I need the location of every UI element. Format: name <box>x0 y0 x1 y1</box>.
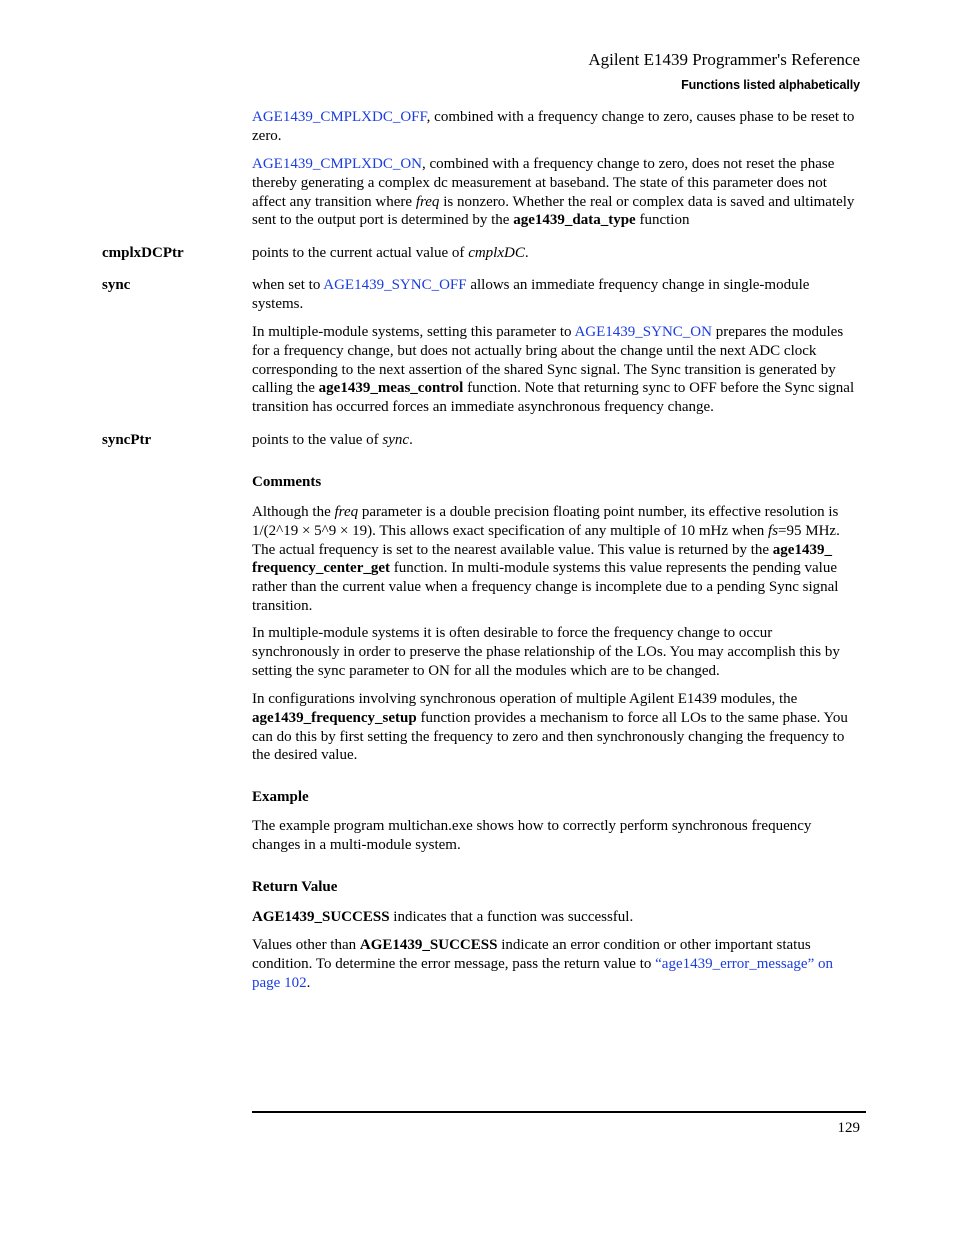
freq-var: freq <box>334 504 359 520</box>
page-header-subtitle: Functions listed alphabetically <box>681 78 860 92</box>
return-value-paragraph-1 <box>252 908 862 927</box>
comments-paragraph-2 <box>252 624 862 680</box>
text-run: function <box>635 212 690 229</box>
text-run: function provides a mechanism to force all LOs to the same phase. You can do this by first setting the frequency to zero and then synchronously changing the frequency to the desired value. <box>252 709 848 764</box>
sync-description-2 <box>252 323 862 417</box>
text-run: points to the current actual value of <box>252 245 469 261</box>
text-run: parameter is a double precision floating point number, its effective resolution is 1/(2^19 × 5^9 × 19). This allows exact specification of any multiple of 10 mHz when <box>252 504 839 539</box>
return-value-paragraph-2 <box>252 936 862 992</box>
syncptr-description <box>252 431 862 450</box>
text-run: indicates that a function was successful. <box>389 909 634 925</box>
param-term-cmplxdcptr: cmplxDCPtr <box>102 245 184 261</box>
sync-description-1 <box>252 276 862 314</box>
text-run: points to the value of <box>252 432 383 448</box>
text-run: In configurations involving synchronous operation of multiple Agilent E1439 modules, the <box>252 691 798 707</box>
fs-var: fs <box>768 522 779 539</box>
comments-paragraph-3 <box>252 690 862 765</box>
text-run: Although the <box>252 504 335 520</box>
footer-rule <box>252 1111 866 1113</box>
text-run: . <box>409 432 413 448</box>
page-header-title: Agilent E1439 Programmer's Reference <box>588 50 860 69</box>
text-run: indicate an error condition or other important status condition. To determine the error message, pass the return value to <box>252 937 811 972</box>
return-value-heading: Return Value <box>252 879 338 895</box>
error-message-link[interactable]: “age1439_error_message” on page 102 <box>252 955 833 991</box>
sync-on-link[interactable]: AGE1439_SYNC_ON <box>574 324 712 340</box>
text-run: In multiple-module systems it is often desirable to force the frequency change to occur synchronously in order to preserve the phase relationship of the LOs. You may accomplish this by setting the sync parameter to ON for all the modules which are to be changed. <box>252 625 840 679</box>
cmplxdc-off-link[interactable]: AGE1439_CMPLXDC_OFF <box>252 109 427 125</box>
text-run: The example program multichan.exe shows how to correctly perform synchronous frequency changes in a multi-module system. <box>252 818 812 853</box>
cmplxdc-on-description <box>252 155 862 230</box>
param-term-syncptr: syncPtr <box>102 432 152 448</box>
comments-paragraph-1 <box>252 503 862 616</box>
text-run: Values other than <box>252 937 360 953</box>
success-code: AGE1439_SUCCESS <box>252 909 390 925</box>
cmplxdcptr-description <box>252 244 862 263</box>
cmplxdc-off-text: , combined with a frequency change to zero, causes phase to be reset to zero. <box>252 109 855 144</box>
sync-off-link[interactable]: AGE1439_SYNC_OFF <box>323 277 467 293</box>
text-run: . <box>306 974 311 991</box>
data-type-func: age1439_data_type <box>513 212 636 229</box>
text-run: when set to <box>252 277 324 293</box>
meas-control-func: age1439_meas_control <box>318 380 464 397</box>
cmplxdc-on-link[interactable]: AGE1439_CMPLXDC_ON <box>252 156 423 172</box>
cmplxdc-off-description <box>252 108 862 146</box>
text-run: is nonzero. Whether the real or complex data is saved and ultimately sent to the output port is determined by the <box>252 193 855 229</box>
text-run: prepares the modules for a frequency change, but does not actually bring about the change until the next ADC clock corresponding to the next assertion of the shared Sync signal. The Sync transition is generated by calling the <box>252 324 844 397</box>
success-code: AGE1439_SUCCESS <box>359 937 498 953</box>
text-run: , combined with a frequency change to zero, does not reset the phase thereby generating a complex dc measurement at baseband. The state of this parameter does not affect any transition where <box>252 156 835 210</box>
text-run: . <box>524 245 529 261</box>
frequency-setup-func: age1439_frequency_setup <box>252 709 417 726</box>
sync-var: sync <box>382 432 410 448</box>
example-heading: Example <box>252 789 309 805</box>
cmplxdc-var: cmplxDC <box>468 245 525 261</box>
text-run: In multiple-module systems, setting this parameter to <box>252 324 575 340</box>
frequency-center-get-func: age1439_ frequency_center_get <box>252 541 832 577</box>
param-term-sync: sync <box>102 277 131 293</box>
text-run: function. In multi-module systems this value represents the pending value rather than the current value when a frequency change is incomplete due to a pending Sync signal transition. <box>252 560 839 614</box>
example-paragraph <box>252 817 862 855</box>
text-run: function. Note that returning sync to OFF before the Sync signal transition has occurred forces an immediate asynchronous frequency change. <box>252 380 855 416</box>
text-run: =95 MHz. The actual frequency is set to the nearest available value. This value is returned by the <box>252 522 840 558</box>
comments-heading: Comments <box>252 474 322 490</box>
freq-var: freq <box>415 193 440 210</box>
page-number: 129 <box>837 1120 860 1136</box>
text-run: allows an immediate frequency change in single-module systems. <box>252 277 810 312</box>
